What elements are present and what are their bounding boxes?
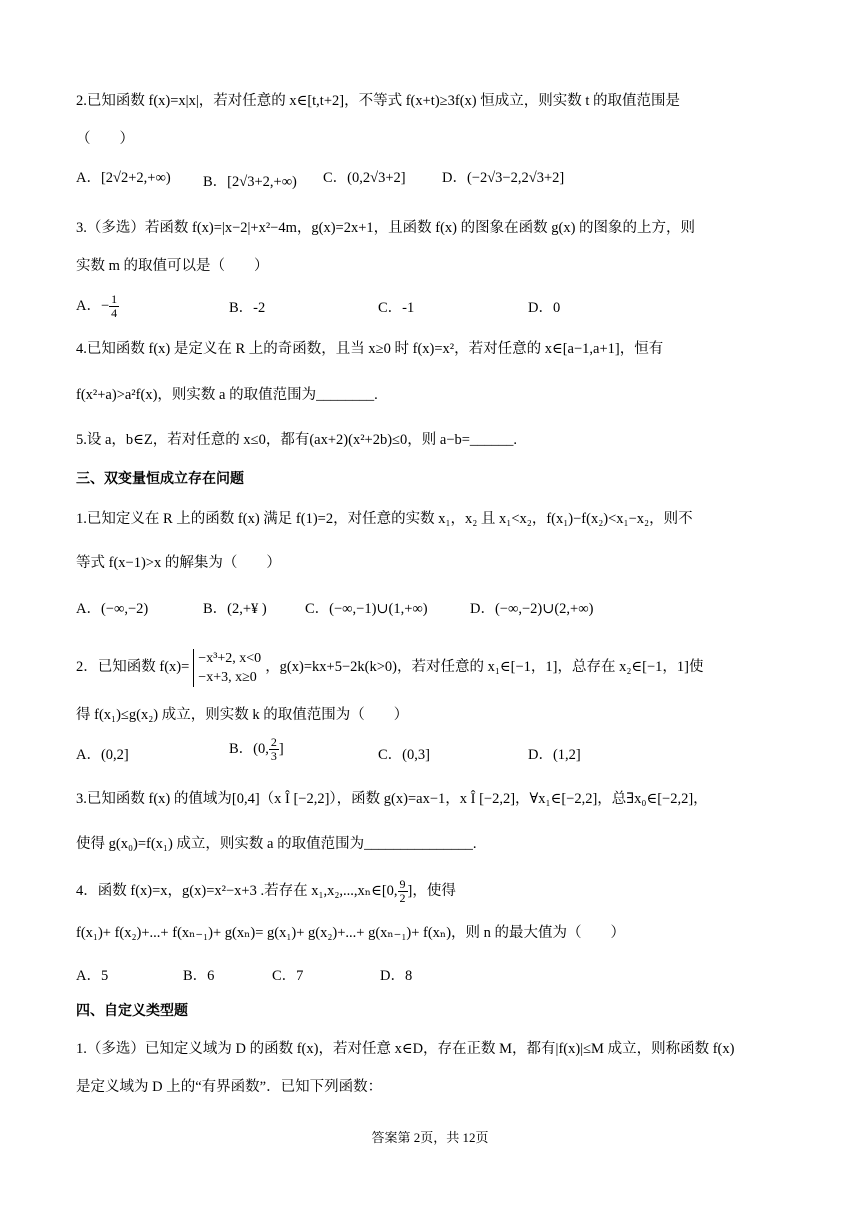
q2-option-d: D．(−2√3−2,2√3+2] (442, 170, 565, 186)
s3-q2-option-d: D．(1,2] (528, 747, 581, 763)
section-4-heading: 四、自定义类型题 (76, 1003, 188, 1019)
q3-option-d: D．0 (528, 300, 561, 316)
q3-option-a-fraction (109, 293, 119, 320)
s3-q1-option-b: B．(2,+¥ ) (203, 601, 267, 617)
s3-q4-line2: f(x₁)+ f(x₂)+...+ f(xₙ₋₁)+ g(xₙ)= g(x₁)+ g(x₂)+...+ g(xₙ₋₁)+ f(xₙ)，则 n 的最大值为（ ） (76, 925, 626, 941)
s3-q4-prefix: 4．函数 f(x)=x，g(x)=x²−x+3 .若存在 x₁,x₂,...,xₙ∈[0, (76, 883, 398, 899)
q3-option-b: B．-2 (229, 300, 266, 316)
s4-q1-line2: 是定义域为 D 上的“有界函数”．已知下列函数： (76, 1079, 383, 1095)
q2-option-a: A．[2√2+2,+∞) (76, 170, 171, 186)
s4-q1-line1: 1.（多选）已知定义域为 D 的函数 f(x)，若对任意 x∈D，存在正数 M，都有|f(x)|≤M 成立，则称函数 f(x) (76, 1041, 735, 1057)
s3-q4-suffix: ]，使得 (407, 883, 456, 899)
s3-q1-line2: 等式 f(x−1)>x 的解集为（ ） (76, 555, 281, 571)
q5-line1: 5.设 a，b∈Z，若对任意的 x≤0，都有(ax+2)(x²+2b)≤0，则 a−b=______. (76, 432, 518, 448)
q4-line1: 4.已知函数 f(x) 是定义在 R 上的奇函数，且当 x≥0 时 f(x)=x²，若对任意的 x∈[a−1,a+1]，恒有 (76, 341, 664, 357)
s3-q1-option-a: A．(−∞,−2) (76, 601, 149, 617)
piece-2: −x+3, x≥0 (198, 669, 257, 685)
s3-q2-option-b (229, 736, 284, 763)
s3-q4-fraction (398, 878, 408, 905)
fraction-numerator: 9 (399, 877, 406, 892)
q3-line2: 实数 m 的取值可以是（ ） (76, 258, 269, 274)
q2-paren: （ ） (76, 131, 134, 147)
s3-q3-line1: 3.已知函数 f(x) 的值域为[0,4]（x Î [−2,2]），函数 g(x)=ax−1，x Î [−2,2]，∀x₁∈[−2,2]，总∃x₀∈[−2,2]， (76, 791, 708, 807)
q2-stem: 2.已知函数 f(x)=x|x|，若对任意的 x∈[t,t+2]，不等式 f(x+t)≥3f(x) 恒成立，则实数 t 的取值范围是 (76, 93, 681, 109)
s3-q2-suffix: ，g(x)=kx+5−2k(k>0)，若对任意的 x₁∈[−1，1]，总存在 x₂∈[−1，1]使 (265, 659, 704, 675)
s3-q4-option-a: A．5 (76, 968, 109, 984)
q3-option-a-prefix: A．− (76, 297, 110, 314)
fraction-denominator: 2 (399, 891, 406, 906)
s3-q2-prefix: 2．已知函数 f(x)= (76, 659, 190, 675)
q3-option-c: C．-1 (378, 300, 415, 316)
s3-q3-line2: 使得 g(x₀)=f(x₁) 成立，则实数 a 的取值范围为_______________. (76, 836, 477, 852)
s3-q1-line1: 1.已知定义在 R 上的函数 f(x) 满足 f(1)=2，对任意的实数 x₁，x₂ 且 x₁<x₂，f(x₁)−f(x₂)<x₁−x₂，则不 (76, 511, 693, 527)
q3-line1: 3.（多选）若函数 f(x)=|x−2|+x²−4m，g(x)=2x+1，且函数 f(x) 的图象在函数 g(x) 的图象的上方，则 (76, 220, 696, 236)
fraction-numerator: 1 (111, 292, 118, 306)
s3-q4-option-c: C．7 (272, 968, 304, 984)
fraction-denominator: 3 (270, 749, 277, 763)
s3-q2-option-a: A．(0,2] (76, 747, 129, 763)
s3-q2-option-c: C．(0,3] (378, 747, 430, 763)
q3-option-a (76, 293, 119, 320)
s3-q1-option-c: C．(−∞,−1)∪(1,+∞) (305, 601, 428, 617)
s3-q2-option-b-fraction (269, 736, 279, 763)
s3-q2-option-b-suffix: ] (278, 740, 284, 757)
s3-q4-option-b: B．6 (183, 968, 215, 984)
piece-1: −x³+2, x<0 (198, 650, 262, 666)
piecewise-function (193, 649, 261, 687)
fraction-numerator: 2 (270, 735, 277, 749)
s3-q2-option-b-prefix: B．(0, (229, 740, 269, 757)
s3-q2-line1 (76, 645, 790, 689)
section-3-heading: 三、双变量恒成立存在问题 (76, 471, 244, 487)
page-footer: 答案第 2页，共 12页 (371, 1130, 489, 1145)
s3-q1-option-d: D．(−∞,−2)∪(2,+∞) (470, 601, 594, 617)
fraction-denominator: 4 (111, 306, 118, 320)
q2-option-b: B．[2√3+2,+∞) (203, 174, 297, 190)
q2-option-c: C．(0,2√3+2] (323, 170, 406, 186)
s3-q4-line1 (76, 876, 790, 906)
s3-q4-option-d: D．8 (380, 968, 413, 984)
q4-line2: f(x²+a)>a²f(x)，则实数 a 的取值范围为________. (76, 387, 378, 403)
s3-q2-line2: 得 f(x₁)≤g(x₂) 成立，则实数 k 的取值范围为（ ） (76, 707, 409, 723)
